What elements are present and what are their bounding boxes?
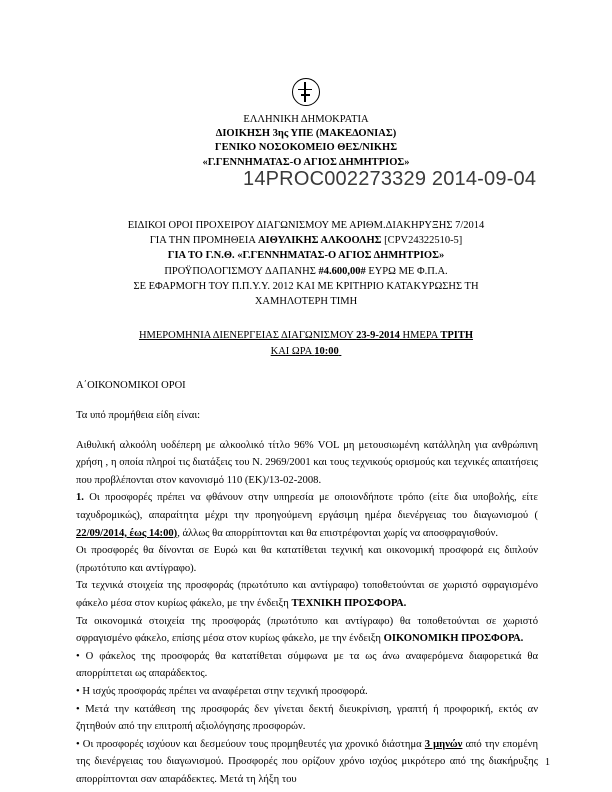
title-line-4: ΠΡΟΫΠΟΛΟΓΙΣΜΟΎ ΔΑΠΑΝΗΣ #4.600,00# ΕΥΡΩ ΜΕ Φ.Π.Α. xyxy=(164,265,448,277)
clause-1-deadline: 22/09/2014, έως 14:00) xyxy=(76,527,178,539)
tender-date-label: ΗΜΕΡΟΜΗΝΙΑ ΔΙΕΝΕΡΓΕΙΑΣ ΔΙΑΓΩΝΙΣΜΟΥ xyxy=(138,330,357,341)
tender-time-label: ΚΑΙ ΩΡΑ xyxy=(270,346,315,357)
title-line-6: ΧΑΜΗΛΟΤΕΡΗ ΤΙΜΗ xyxy=(254,296,358,308)
paragraph-items-intro: Τα υπό προμήθεια είδη είναι: xyxy=(76,410,201,421)
header-line-2: ΔΙΟΙΚΗΣΗ 3ης ΥΠΕ (ΜΑΚΕΔΟΝΙΑΣ) xyxy=(215,128,397,140)
page-number: 1 xyxy=(545,757,550,768)
procurement-reference-code: 14PROC002273329 2014-09-04 xyxy=(243,168,537,190)
paragraph-financial-envelope xyxy=(76,613,538,648)
financial-envelope-text: Τα οικονομικά στοιχεία της προσφοράς (πρωτότυπο και αντίγραφο) θα τοποθετούνται σε χωριστό σφραγισμένο φάκελο, επίσης μέσα στον κυρίως φάκελο, με την ένδειξη xyxy=(76,615,538,645)
paragraph-technical-envelope xyxy=(76,577,538,612)
technical-envelope-label: ΤΕΧΝΙΚΗ ΠΡΟΣΦΟΡΑ. xyxy=(291,597,407,609)
title-line-3: ΓΙΑ ΤΟ Γ.Ν.Θ. «Γ.ΓΕΝΝΗΜΑΤΑΣ-Ο ΑΓΙΟΣ ΔΗΜΗΤΡΙΟΣ» xyxy=(167,250,445,262)
bullet-envelope-submission: • Ο φάκελος της προσφοράς θα κατατίθεται σύμφωνα με τα ως άνω αναφερόμενα διαφορετικά θα απορρίπτεται ως απαράδεκτος. xyxy=(76,650,538,680)
tender-date-value: 23-9-2014 xyxy=(356,330,400,341)
section-heading-economic-terms: Α΄ΟΙΚΟΝΟΜΙΚΟΙ ΟΡΟΙ xyxy=(76,380,186,391)
validity-tail: από την επομένη της διενέργειας του διαγωνισμού. Προσφορές που ορίζουν χρόνο ισχύος μικρότερο από της διακήρυξης απορρίπτονται σαν απαράδεκτες. Μετά τη λήξη του xyxy=(76,738,539,785)
validity-duration: 3 μηνών xyxy=(424,738,463,750)
bullet-offer-validity-mention: • Η ισχύς προσφοράς πρέπει να αναφέρεται στην τεχνική προσφορά. xyxy=(76,685,368,697)
orthodox-cross-emblem-icon xyxy=(292,78,320,106)
paragraph-currency-duplicate: Οι προσφορές θα δίνονται σε Ευρώ και θα κατατίθεται τεχνική και οικονομική προσφορά εις διπλούν (πρωτότυπο και αντίγραφο). xyxy=(76,545,538,574)
paragraph-submission-rules xyxy=(76,489,538,542)
technical-envelope-text: Τα τεχνικά στοιχεία της προσφοράς (πρωτότυπο και αντίγραφο) τοποθετούνται σε χωριστό σφραγισμένο φάκελο μέσα στον κυρίως φάκελο, με την ένδειξη xyxy=(76,580,538,609)
tender-date-line xyxy=(0,328,612,344)
bullet-offer-validity-period xyxy=(76,736,538,789)
organization-emblem xyxy=(0,78,612,111)
tender-day-value: ΤΡΙΤΗ xyxy=(440,330,474,341)
title-line-1: ΕΙΔΙΚΟΙ ΟΡΟΙ ΠΡΟΧΕΙΡΟΥ ΔΙΑΓΩΝΙΣΜΟΥ ΜΕ ΑΡΙΘΜ.ΔΙΑΚΗΡΥΞΗΣ 7/2014 xyxy=(127,220,485,231)
title-line-2: ΓΙΑ ΤΗΝ ΠΡΟΜΗΘΕΙΑ ΑΙΘΥΛΙΚΗΣ ΑΛΚΟΟΛΗΣ [CPV24322510-5] xyxy=(149,235,463,247)
tender-title-block xyxy=(0,218,612,309)
document-body xyxy=(76,407,538,788)
title-line-5: ΣΕ ΕΦΑΡΜΟΓΗ ΤΟΥ Π.Π.Υ.Υ. 2012 ΚΑΙ ΜΕ ΚΡΙΤΗΡΙΟ ΚΑΤΑΚΥΡΩΣΗΣ ΤΗ xyxy=(133,280,479,292)
header-line-3: ΓΕΝΙΚΟ ΝΟΣΟΚΟΜΕΙΟ ΘΕΣ/ΝΙΚΗΣ xyxy=(214,142,398,154)
validity-text: • Οι προσφορές ισχύουν και δεσμεύουν τους προμηθευτές για χρονικό διάστημα xyxy=(76,738,425,750)
header-line-4: «Γ.ΓΕΝΝΗΜΑΤΑΣ-Ο ΑΓΙΟΣ ΔΗΜΗΤΡΙΟΣ» xyxy=(202,156,410,168)
bullet-no-clarifications: • Μετά την κατάθεση της προσφοράς δεν γίνεται δεκτή διευκρίνιση, γραπτή ή προφορική, εκτός αν ζητηθούν από την επιτροπή αξιολόγησης προσφορών. xyxy=(76,703,538,733)
paragraph-item-description: Αιθυλική αλκοόλη υοδέπερη με αλκοολικό τίτλο 96% VOL μη μετουσιωμένη κατάλληλη για ανθρώπινη χρήση , η οποία πληροί τις διατάξεις του Ν. 2969/2001 και τους τεχνικούς ορισμούς και τεχνικές απαιτήσεις που προβλέπονται στον κανονισμό 110 (ΕΚ)/13-02-2008. xyxy=(76,439,538,486)
tender-date-block xyxy=(0,328,612,360)
tender-time-line xyxy=(0,344,612,360)
financial-envelope-label: ΟΙΚΟΝΟΜΙΚΗ ΠΡΟΣΦΟΡΑ. xyxy=(383,633,524,645)
tender-day-label: ΗΜΕΡΑ xyxy=(399,330,441,341)
document-header xyxy=(0,113,612,170)
clause-number-1: 1. xyxy=(76,492,84,504)
clause-1-text: Οι προσφορές πρέπει να φθάνουν στην υπηρεσία με οποιονδήποτε τρόπο (είτε δια υποβολής, είτε ταχυδρομικώς), απαραίτητα μέχρι την προηγούμενη εργάσιμη ημέρα διενέργειας του διαγωνισμού ( xyxy=(76,492,538,521)
header-line-1: ΕΛΛΗΝΙΚΗ ΔΗΜΟΚΡΑΤΙΑ xyxy=(243,114,369,125)
tender-time-value: 10:00 xyxy=(314,346,339,357)
clause-1-tail: , άλλως θα απορρίπτονται και θα επιστρέφονται χωρίς να αποσφραγισθούν. xyxy=(177,527,499,539)
